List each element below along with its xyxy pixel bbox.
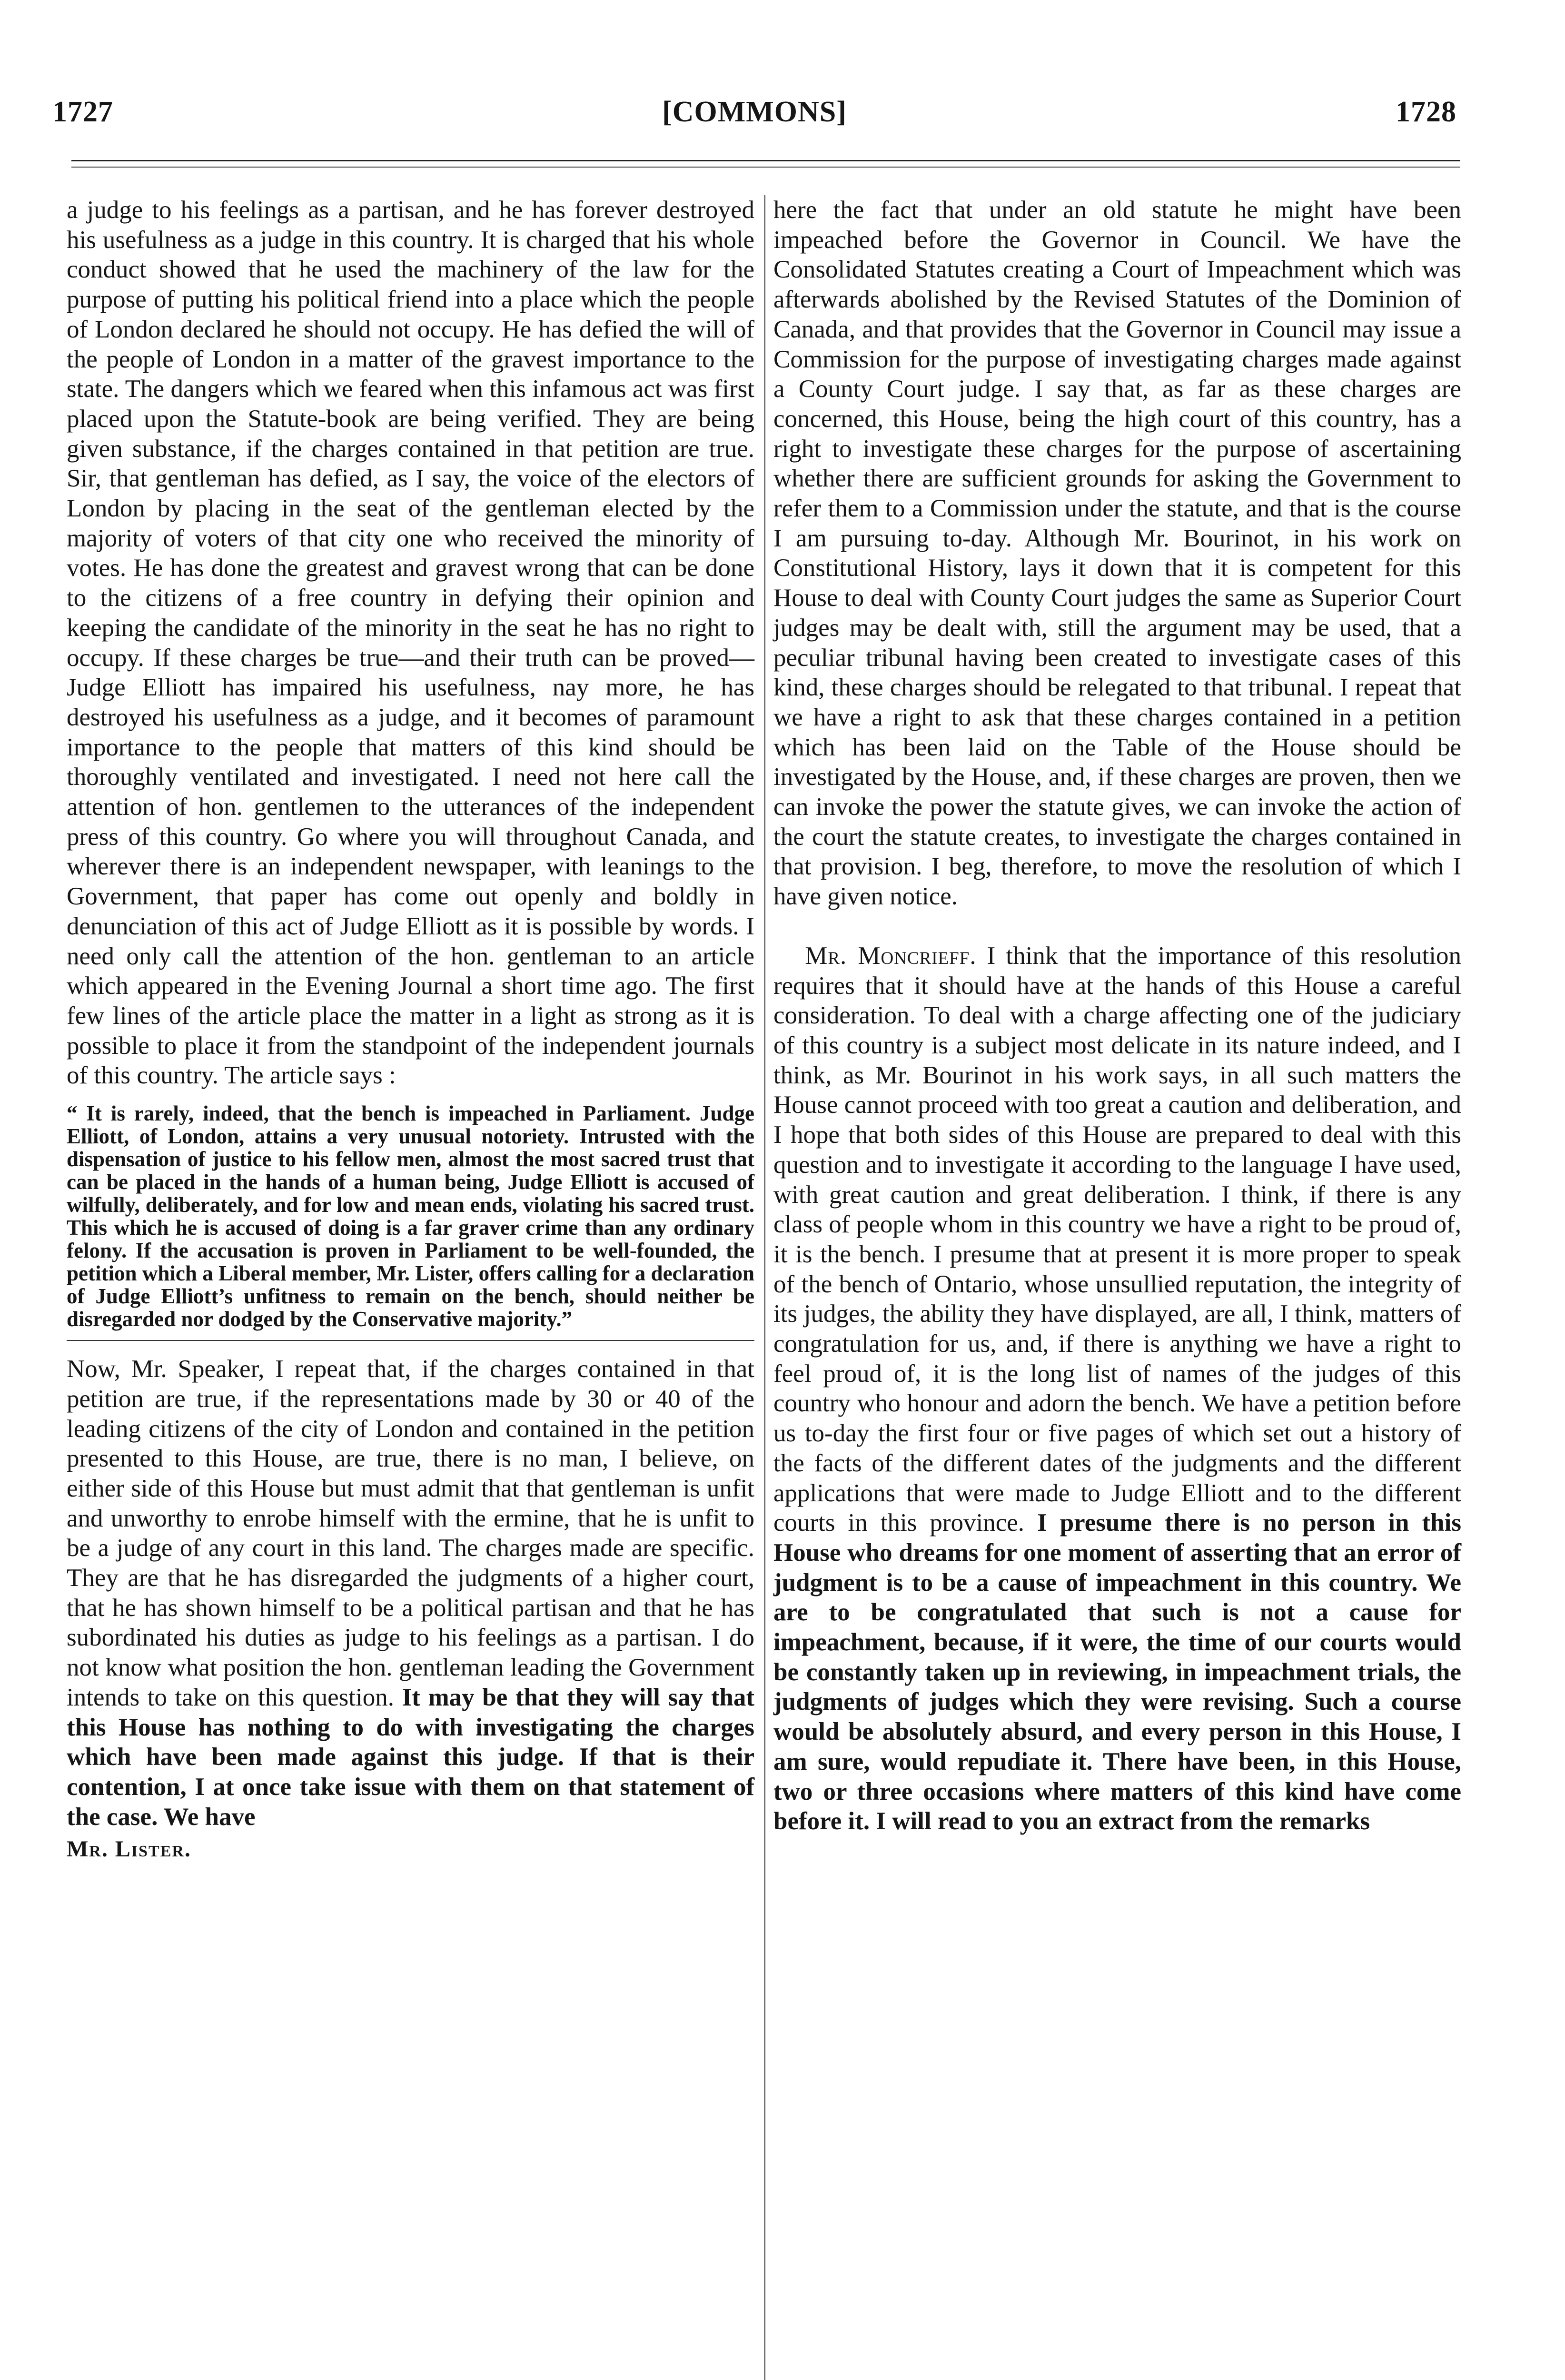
- right-column: [773, 195, 1461, 1836]
- left-page-number: 1727: [52, 96, 113, 128]
- speaker-name: Mr. Moncrieff.: [805, 942, 977, 970]
- left-column: [67, 195, 754, 1864]
- right-paragraph-2-text: I think that the importance of this resolution requires that it should have at the hands of this House a careful consideration. To deal with a charge affecting one of the judiciary of this country is a subject most delicate in its nature indeed, and I think, as Mr. Bourinot in his work says, in all such matters the House cannot proceed with too great a caution and deliberation, and I hope that both sides of this House are prepared to deal with this question and to investigate it according to the language I have used, with great caution and great deliberation. I think, if there is any class of people whom in this country we have a right to be proud of, it is the bench. I presume that at present it is more proper to speak of the bench of Ontario, whose unsullied reputation, the integrity of its judges, the ability they have displayed, are all, I think, matters of congratulation for us, and, if there is anything we have a right to feel proud of, it is the long list of names of the judges of this country who honour and adorn the bench. We have a petition before us to-day the first four or five pages of which set out a history of the facts of the different dates of the judgments and the different applications that were made to Judge Elliott and to the different courts in this province.: [773, 942, 1462, 1537]
- left-paragraph-1: a judge to his feelings as a partisan, and he has forever destroyed his usefulness as a judge in this country. It is charged that his whole conduct showed that he used the machinery of the law for the purpose of putting his political friend into a place which the people of London declared he should not occupy. He has defied the will of the people of London in a matter of the gravest importance to the state. The dangers which we feared when this infamous act was first placed upon the Statute-book are being verified. They are being given substance, if the charges contained in that petition are true. Sir, that gentleman has defied, as I say, the voice of the electors of London by placing in the seat of the gentleman elected by the majority of voters of that city one who received the minority of votes. He has done the greatest and gravest wrong that can be done to the citizens of a free country in defying their opinion and keeping the candidate of the minority in the seat he has no right to occupy. If these charges be true—and their truth can be proved—Judge Elliott has impaired his usefulness, nay more, he has destroyed his usefulness as a judge, and it becomes of paramount importance to the people that matters of this kind should be thoroughly ventilated and investigated. I need not here call the attention of hon. gentlemen to the utterances of the independent press of this country. Go where you will throughout Canada, and wherever there is an independent newspaper, with leanings to the Government, that paper has come out openly and boldly in denunciation of this act of Judge Elliott as it is possible by words. I need only call the attention of the hon. gentleman to an article which appeared in the Evening Journal a short time ago. The first few lines of the article place the matter in a light as strong as it is possible to place it from the standpoint of the independent journals of this country. The article says :: [67, 196, 754, 1090]
- right-paragraph-1: here the fact that under an old statute he might have been impeached before the Governor in Council. We have the Consolidated Statutes creating a Court of Impeachment which was afterwards abolished by the Revised Statutes of the Dominion of Canada, and that provides that the Governor in Council may issue a Commission for the purpose of investigating charges made against a County Court judge. I say that, as far as these charges are concerned, this House, being the high court of this country, has a right to investigate these charges for the purpose of ascertaining whether there are sufficient grounds for asking the Government to refer them to a Commission under the statute, and that is the course I am pursuing to-day. Although Mr. Bourinot, in his work on Constitutional History, lays it down that it is competent for this House to deal with County Court judges the same as Superior Court judges may be dealt with, still the argument may be used, that a peculiar tribunal having been created to investigate cases of this kind, these charges should be relegated to that tribunal. I repeat that we have a right to ask that these charges contained in a petition which has been laid on the Table of the House should be investigated by the House, and, if these charges are proven, then we can invoke the power the statute gives, we can invoke the action of the court the statute creates, to investigate the charges contained in that provision. I beg, therefore, to move the resolution of which I have given notice.: [773, 196, 1461, 911]
- newspaper-quote: “ It is rarely, indeed, that the bench is impeached in Parliament. Judge Elliott, of London, attains a very unusual notoriety. Intrusted with the dispensation of justice to his fellow men, almost the most sacred trust that can be placed in the hands of a human being, Judge Elliott is accused of wilfully, deliberately, and for low and mean ends, violating his sacred trust. This which he is accused of doing is a far graver crime than any ordinary felony. If the accusation is proven in Parliament to be well-founded, the petition which a Liberal member, Mr. Lister, offers calling for a declaration of Judge Elliott’s unfitness to remain on the bench, should neither be disregarded nor dodged by the Conservative majority.”: [67, 1101, 754, 1331]
- quote-divider: [67, 1340, 754, 1341]
- left-paragraph-2-bold-text: It may be that they will say that this House has nothing to do with investigating the charges which have been made against this judge. If that is their contention, I at once take issue with them on that statement of the case. We have: [67, 1683, 755, 1831]
- right-page-number: 1728: [1396, 96, 1456, 128]
- left-paragraph-2: [67, 1354, 754, 1832]
- right-paragraph-2-bold-text: I presume there is no person in this House who dreams for one moment of asserting that an error of judgment is to be a cause of impeachment in this country. We are to be congratulated that such is not a cause for impeachment, because, if it were, the time of our courts would be constantly taken up in reviewing, in impeachment trials, the judgments of judges which they were revising. Such a course would be absolutely absurd, and every person in this House, I am sure, would repudiate it. There have been, in this House, two or three occasions where matters of this kind have come before it. I will read to you an extract from the remarks: [773, 1509, 1461, 1835]
- speaker-footer: Mr. Lister.: [67, 1836, 191, 1862]
- column-divider: [764, 195, 765, 2380]
- running-title: [COMMONS]: [662, 96, 847, 128]
- header-rule: [71, 160, 1460, 161]
- paragraph-gap: [773, 912, 1461, 941]
- left-paragraph-2-text: Now, Mr. Speaker, I repeat that, if the charges contained in that petition are true, if the representations made by 30 or 40 of the leading citizens of the city of London and contained in the petition presented to this House, are true, there is no man, I believe, on either side of this House but must admit that that gentleman is unfit and unworthy to enrobe himself with the ermine, that he is unfit to be a judge of any court in this land. The charges made are specific. They are that he has disregarded the judgments of a higher court, that he has shown himself to be a political partisan and that he has subordinated his duties as judge to his feelings as a partisan. I do not know what position the hon. gentleman leading the Government intends to take on this question.: [67, 1355, 754, 1711]
- page-header: [52, 95, 1456, 133]
- header-rule-secondary: [71, 167, 1460, 168]
- right-paragraph-2: [773, 941, 1461, 1836]
